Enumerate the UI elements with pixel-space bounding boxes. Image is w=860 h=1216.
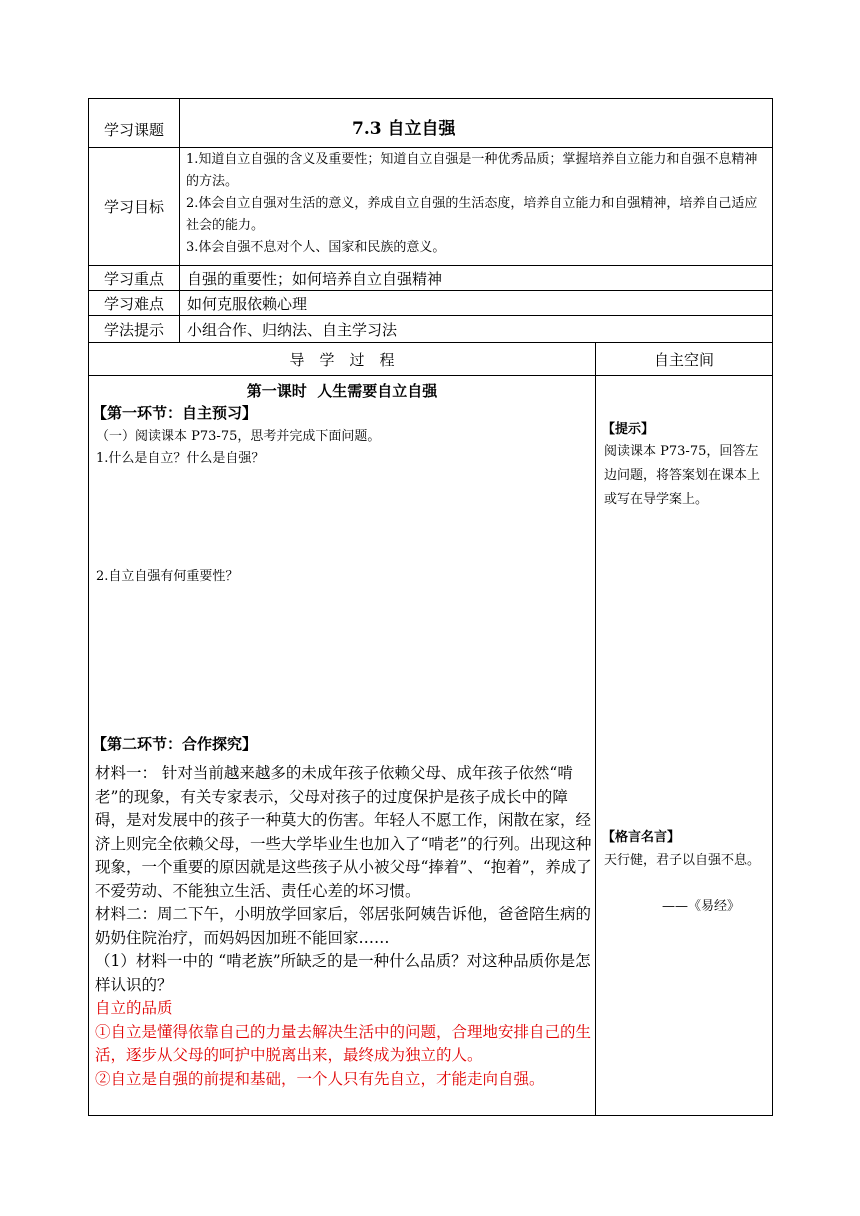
goal-2: 2.体会自立自强对生活的意义，养成自立自强的生活态度，培养自立能力和自强精神，培养自己适应社会的能力。 [186,196,758,233]
goal-3: 3.体会自强不息对个人、国家和民族的意义。 [186,240,446,255]
section1-title: 【第一环节：自主预习】 [92,404,258,422]
method-label: 学法提示 [103,320,164,339]
space-header: 自主空间 [653,350,714,369]
table-border-top [88,98,773,99]
label-column-divider [179,98,180,342]
table-border-right [772,98,773,1116]
goals-label: 学习目标 [103,198,164,216]
key-value: 自强的重要性；如何培养自立自强精神 [187,270,443,288]
question-2: 2.自立自强有何重要性？ [96,569,239,584]
table-border-bottom [88,1115,773,1116]
motto-source: ——《易经》 [662,899,741,914]
space-column-divider [595,342,596,1116]
topic-value: 7.3 自立自强 [352,119,456,139]
material-1: 材料一： 针对当前越来越多的未成年孩子依赖父母、成年孩子依然“啃老”的现象，有关专家表示，父母对孩子的过度保护是孩子成长中的障碍，是对发展中的孩子一种莫大的伤害。年轻人不愿工作，闲散在家，经济上则完全依赖父母，一些大学毕业生也加入了“啃老”的行列。出现这种现象，一个重要的原因就是这些孩子从小被父母“捧着”、“抱着”，养成了不爱劳动、不能独立生活、责任心差的坏习惯。 [95,764,592,900]
difficulty-value: 如何克服依赖心理 [187,295,308,313]
motto-title: 【格言名言】 [602,830,681,845]
tip-title: 【提示】 [602,422,655,437]
row-divider [88,315,773,316]
section1-instruction: （一）阅读课本 P73-75，思考并完成下面问题。 [96,429,381,444]
row-divider [88,147,773,148]
difficulty-label: 学习难点 [103,294,164,313]
answer-2: ②自立是自强的前提和基础，一个人只有先自立，才能走向自强。 [95,1069,545,1088]
motto-text: 天行健，君子以自强不息。 [604,853,761,868]
method-value: 小组合作、归纳法、自主学习法 [187,321,398,339]
process-header: 导 学 过 程 [289,350,395,369]
goal-1: 1.知道自立自强的含义及重要性；知道自立自强是一种优秀品质；掌握培养自立能力和自强不息精神的方法。 [186,152,758,189]
answer-1: ①自立是懂得依靠自己的力量去解决生活中的问题，合理地安排自己的生活，逐步从父母的呵护中脱离出来，最终成为独立的人。 [95,1022,592,1064]
row-divider [88,265,773,266]
tip-text: 阅读课本 P73-75，回答左边问题，将答案划在课本上或写在导学案上。 [604,444,761,507]
section2-title: 【第二环节：合作探究】 [92,735,258,753]
row-divider [88,290,773,291]
goals-text [186,149,768,259]
key-label: 学习重点 [103,269,164,288]
material-2: 材料二：周二下午，小明放学回家后，邻居张阿姨告诉他，爸爸陪生病的奶奶住院治疗，而妈妈因加班不能回家…… [95,905,592,947]
question-material: （1）材料一中的 “啃老族”所缺乏的是一种什么品质？对这种品质你是怎样认识的？ [95,952,591,994]
lesson-title: 第一课时 人生需要自立自强 [246,382,438,400]
topic-label: 学习课题 [103,120,164,139]
answer-title: 自立的品质 [95,999,173,1017]
section2-body [95,762,592,1091]
row-divider [88,375,773,376]
question-1: 1.什么是自立？什么是自强？ [96,451,265,466]
